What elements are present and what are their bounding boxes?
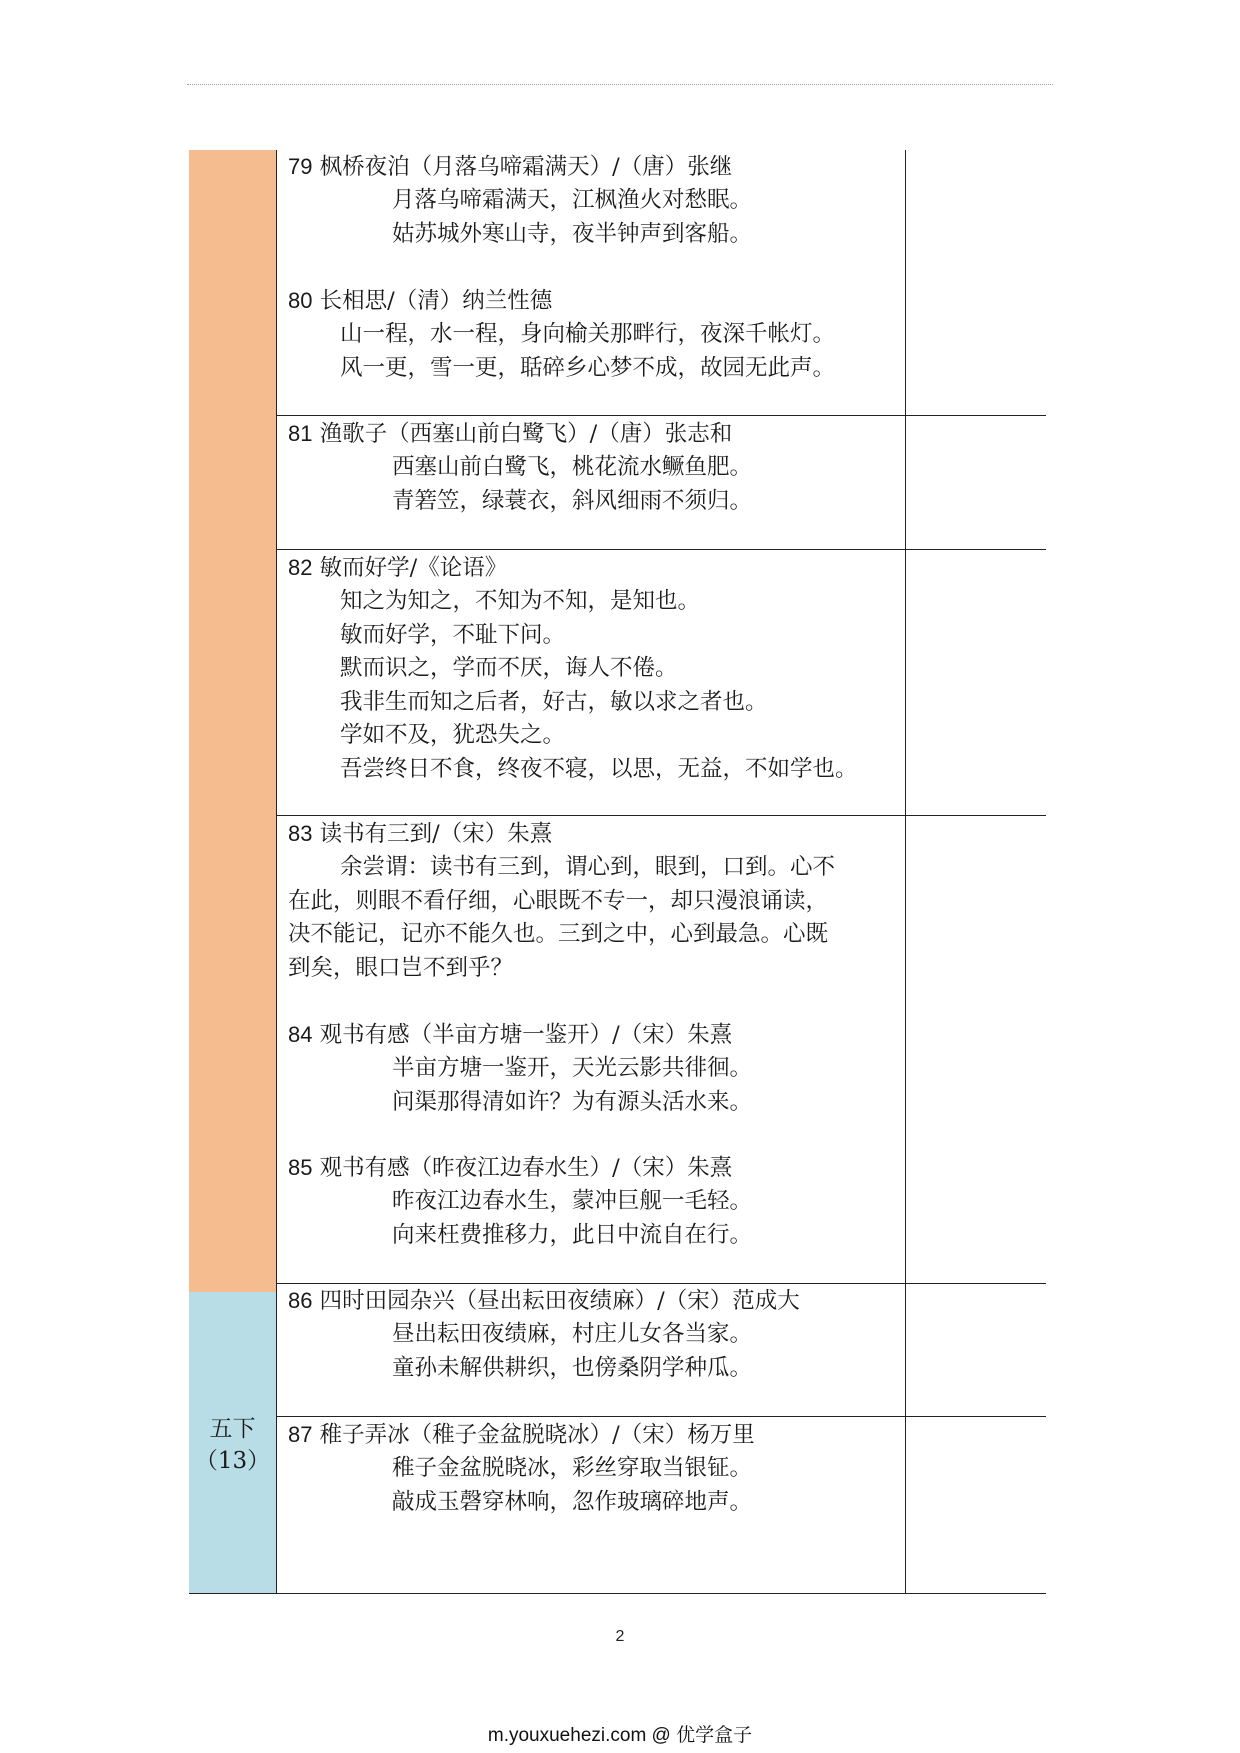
entry-title: 84 观书有感（半亩方塘一鉴开）/（宋）朱熹 xyxy=(288,1022,733,1048)
entry-title: 87 稚子弄冰（稚子金盆脱晓冰）/（宋）杨万里 xyxy=(288,1422,755,1448)
poem-line: 半亩方塘一鉴开，天光云影共徘徊。 xyxy=(392,1055,753,1081)
entry-81 xyxy=(288,417,898,518)
entry-79 xyxy=(288,150,898,251)
row-divider xyxy=(276,815,1046,816)
poem-line: 山一程，水一程，身向榆关那畔行，夜深千帐灯。 xyxy=(340,321,836,347)
entry-80 xyxy=(288,284,898,385)
text-line: 敏而好学，不耻下问。 xyxy=(340,621,566,648)
poem-line: 向来枉费推移力，此日中流自在行。 xyxy=(392,1221,753,1248)
poem-line: 昼出耘田夜绩麻，村庄儿女各当家。 xyxy=(392,1321,753,1347)
entry-85 xyxy=(288,1151,898,1252)
grade-count: （13） xyxy=(194,1448,271,1474)
page-number: 2 xyxy=(615,1628,625,1645)
text-line: 默而识之，学而不厌，诲人不倦。 xyxy=(340,655,678,681)
poem-line: 青箬笠，绿蓑衣，斜风细雨不须归。 xyxy=(392,487,753,514)
header-rule xyxy=(187,84,1053,85)
poem-line: 月落乌啼霜满天，江枫渔火对愁眠。 xyxy=(392,187,753,213)
text-line: 吾尝终日不食，终夜不寝，以思，无益，不如学也。 xyxy=(340,755,858,782)
text-line: 决不能记，记亦不能久也。三到之中，心到最急。心既 xyxy=(288,921,829,947)
entry-title: 79 枫桥夜泊（月落乌啼霜满天）/（唐）张继 xyxy=(288,154,733,180)
poem-line: 童孙未解供耕织，也傍桑阴学种瓜。 xyxy=(392,1354,753,1381)
footer-watermark[interactable]: m.youxuehezi.com @ 优学盒子 xyxy=(487,1725,753,1746)
entry-title: 81 渔歌子（西塞山前白鹭飞）/（唐）张志和 xyxy=(288,421,733,447)
grade-band-previous xyxy=(189,150,276,1292)
entry-title: 82 敏而好学/《论语》 xyxy=(288,555,508,581)
grade-label xyxy=(189,1413,276,1477)
table-left-border xyxy=(276,150,277,1593)
text-line: 知之为知之，不知为不知，是知也。 xyxy=(340,588,701,614)
entry-82 xyxy=(288,551,898,786)
table-right-border xyxy=(905,150,906,1593)
entry-86 xyxy=(288,1284,898,1385)
poem-line: 姑苏城外寒山寺，夜半钟声到客船。 xyxy=(392,220,753,247)
row-divider xyxy=(276,415,1046,416)
table-bottom-border xyxy=(189,1593,1046,1594)
poem-line: 风一更，雪一更，聒碎乡心梦不成，故园无此声。 xyxy=(340,354,836,381)
entry-title: 80 长相思/（清）纳兰性德 xyxy=(288,288,553,314)
poem-line: 西塞山前白鹭飞，桃花流水鳜鱼肥。 xyxy=(392,454,753,480)
poem-line: 敲成玉磬穿林响，忽作玻璃碎地声。 xyxy=(392,1488,753,1515)
text-line: 我非生而知之后者，好古，敏以求之者也。 xyxy=(340,688,768,715)
row-divider xyxy=(276,1416,1046,1417)
text-line: 到矣，眼口岂不到乎？ xyxy=(288,954,514,981)
text-line: 在此，则眼不看仔细，心眼既不专一，却只漫浪诵读， xyxy=(288,887,829,914)
row-divider xyxy=(276,549,1046,550)
poem-line: 稚子金盆脱晓冰，彩丝穿取当银钲。 xyxy=(392,1455,753,1481)
text-line: 学如不及，犹恐失之。 xyxy=(340,722,566,748)
entry-83 xyxy=(288,817,898,985)
entry-title: 83 读书有三到/（宋）朱熹 xyxy=(288,821,553,847)
entry-title: 86 四时田园杂兴（昼出耘田夜绩麻）/（宋）范成大 xyxy=(288,1288,800,1314)
grade-name: 五下 xyxy=(209,1416,256,1442)
entry-84 xyxy=(288,1018,898,1119)
text-line: 余尝谓：读书有三到，谓心到，眼到，口到。心不 xyxy=(340,854,836,880)
entry-title: 85 观书有感（昨夜江边春水生）/（宋）朱熹 xyxy=(288,1155,733,1181)
entry-87 xyxy=(288,1418,898,1519)
poem-line: 昨夜江边春水生，蒙冲巨舰一毛轻。 xyxy=(392,1188,753,1214)
poem-line: 问渠那得清如许？为有源头活水来。 xyxy=(392,1088,753,1115)
